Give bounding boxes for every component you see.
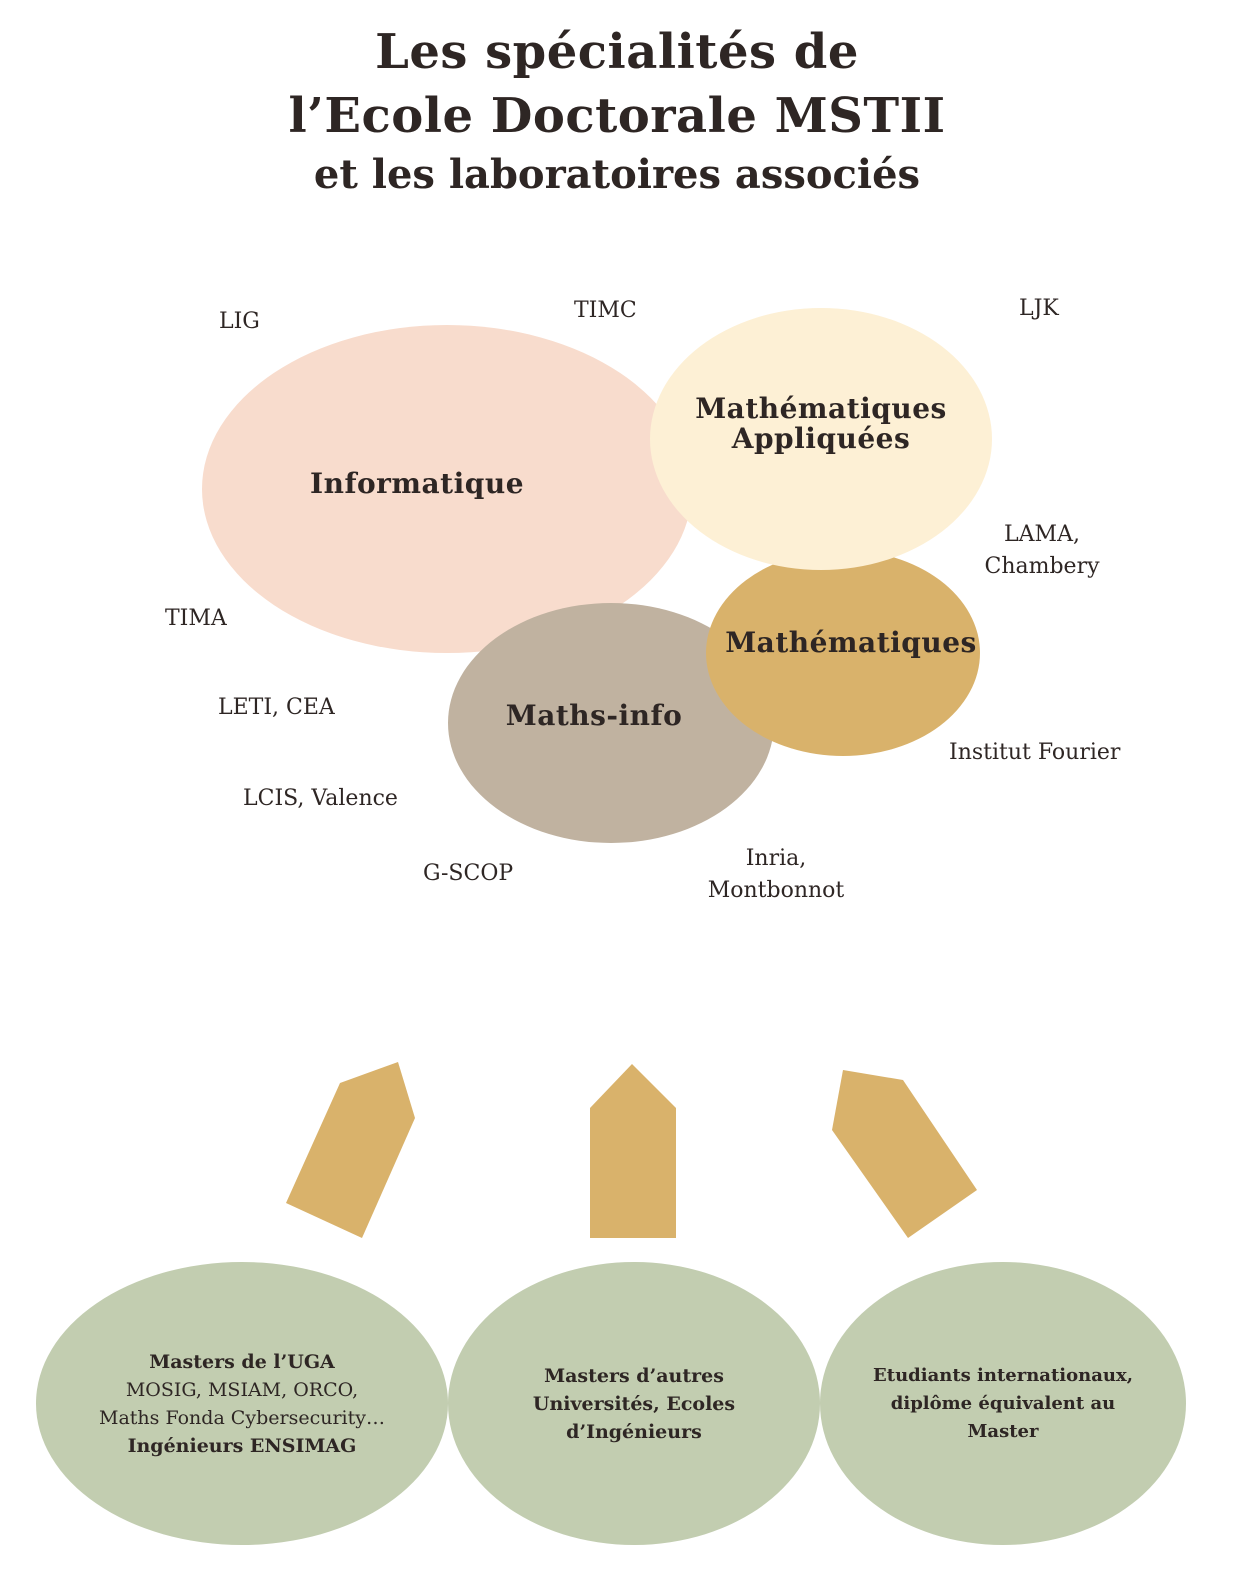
lab-inria-line-1: Inria, — [745, 846, 807, 871]
lab-institut-fourier: Institut Fourier — [949, 740, 1121, 765]
lab-timc: TIMC — [574, 298, 637, 323]
lab-lama-line-1: LAMA, — [1004, 522, 1080, 547]
informatique-label: Informatique — [309, 467, 525, 500]
source-international-line-3: Master — [967, 1420, 1039, 1442]
maths-appliquees-line-1: Mathématiques — [695, 392, 947, 425]
source-international-bubble — [820, 1262, 1186, 1545]
lab-ljk: LJK — [1019, 296, 1059, 321]
title-line-1: Les spécialités de — [375, 24, 859, 80]
lab-lig: LIG — [219, 309, 260, 334]
title-line-2: l’Ecole Doctorale MSTII — [288, 88, 946, 144]
source-uga-text — [99, 1348, 385, 1460]
source-uga-line-2: MOSIG, MSIAM, ORCO, — [125, 1378, 359, 1401]
lab-leti: LETI, CEA — [218, 695, 335, 720]
lab-tima: TIMA — [165, 606, 227, 631]
arrow-left — [286, 1062, 415, 1238]
source-autres-bubble — [448, 1262, 820, 1545]
source-uga-bubble — [36, 1262, 448, 1545]
source-international-line-2: diplôme équivalent au — [890, 1392, 1116, 1414]
lab-gscop: G-SCOP — [423, 861, 514, 886]
arrow-right — [832, 1070, 977, 1238]
source-autres-text — [533, 1362, 735, 1446]
maths-info-label: Maths-info — [505, 699, 683, 732]
maths-appliquees-line-2: Appliquées — [731, 422, 911, 455]
source-autres-line-1: Masters d’autres — [544, 1364, 724, 1387]
lab-lcis: LCIS, Valence — [243, 786, 398, 811]
arrow-center — [590, 1064, 676, 1238]
title-line-3: et les laboratoires associés — [313, 151, 921, 198]
lab-inria-line-2: Montbonnot — [707, 878, 845, 903]
source-uga-line-3: Maths Fonda Cybersecurity… — [99, 1406, 385, 1429]
source-autres-line-3: d’Ingénieurs — [566, 1420, 702, 1443]
source-autres-line-2: Universités, Ecoles — [532, 1392, 736, 1415]
source-uga-line-4: Ingénieurs ENSIMAG — [127, 1434, 357, 1457]
source-uga-line-1: Masters de l’UGA — [149, 1350, 335, 1373]
source-international-text — [873, 1362, 1133, 1446]
source-international-line-1: Etudiants internationaux, — [873, 1364, 1133, 1386]
lab-lama-line-2: Chambery — [984, 554, 1100, 579]
mathematiques-label: Mathématiques — [725, 626, 977, 659]
